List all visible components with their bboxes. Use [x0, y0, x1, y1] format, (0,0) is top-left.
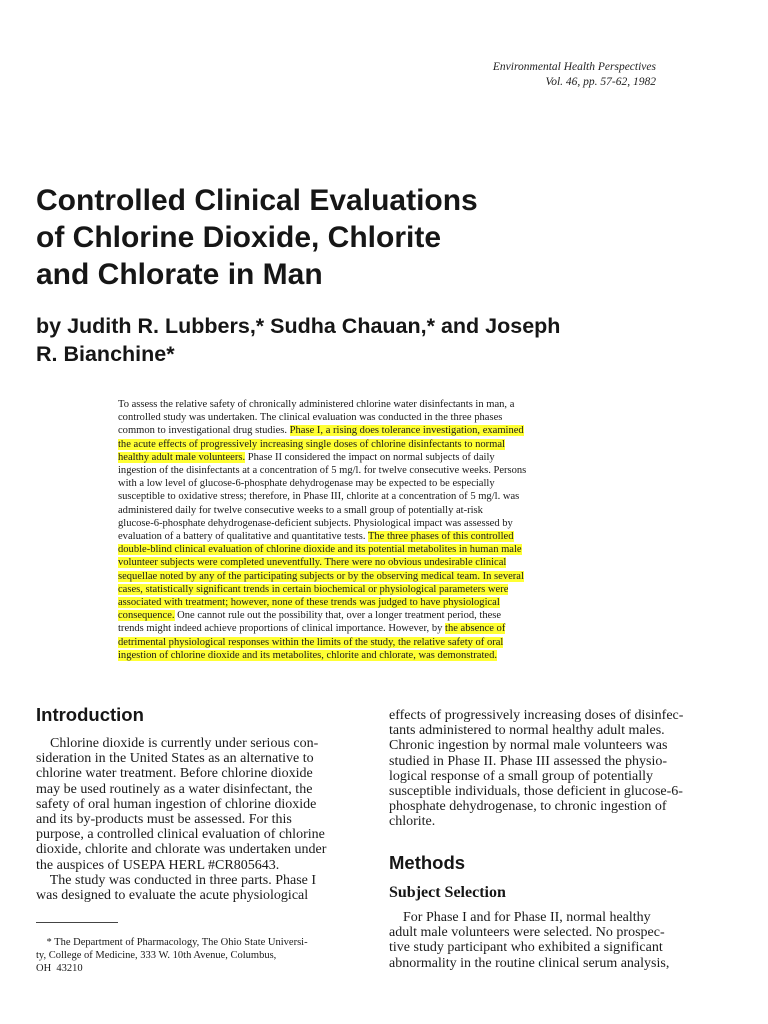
abstract-text: Phase II considered the impact on normal subjects of daily: [245, 451, 495, 463]
abstract-line: [118, 398, 635, 411]
highlighted-text: the absence of: [445, 623, 506, 635]
body-line: tive study participant who exhibited a significant: [389, 940, 663, 956]
abstract-line: [118, 530, 635, 543]
methods-heading: Methods: [389, 852, 466, 873]
abstract-line: [118, 543, 635, 556]
abstract-line: [118, 464, 635, 477]
body-line: chlorite.: [389, 814, 436, 830]
highlighted-text: ingestion of chlorine dioxide and its metabolites, chlorite and chlorate, was demonstrated.: [118, 649, 497, 661]
abstract-text: To assess the relative safety of chronically administered chlorine water disinfectants in man, a: [118, 399, 515, 410]
title-line: of Chlorine Dioxide, Chlorite: [36, 221, 442, 254]
abstract-line: [118, 622, 635, 635]
author-line: by Judith R. Lubbers,* Sudha Chauan,* and Joseph: [36, 314, 561, 338]
abstract-line: [118, 451, 635, 464]
body-line: effects of progressively increasing doses of disinfec-: [389, 708, 684, 723]
highlighted-text: double-blind clinical evaluation of chlorine dioxide and its potential metabolites in human male: [118, 544, 522, 556]
introduction-body: [36, 736, 366, 903]
body-line: For Phase I and for Phase II, normal healthy: [389, 910, 651, 925]
abstract-text: with a low level of glucose-6-phosphate dehydrogenase may be expected to be especially: [118, 478, 495, 490]
highlighted-text: associated with treatment; however, none of these trends was judged to have physiological: [118, 597, 500, 609]
body-line: Chronic ingestion by normal male volunteers was: [389, 738, 668, 754]
highlighted-text: detrimental physiological responses within the limits of the study, the relative safety of oral: [118, 636, 504, 648]
abstract-text: susceptible to oxidative stress; therefore, in Phase III, chlorite at a concentration of 5 mg/l. was: [118, 491, 520, 503]
footnote-line: OH 43210: [36, 963, 83, 974]
body-line: may be used routinely as a water disinfectant, the: [36, 781, 313, 797]
introduction-heading: Introduction: [36, 704, 144, 725]
title-line: Controlled Clinical Evaluations: [36, 184, 478, 217]
abstract-line: [118, 490, 635, 503]
journal-name: Environmental Health Perspectives: [492, 61, 656, 73]
highlighted-text: Phase I, a rising does tolerance investigation, examined: [289, 425, 524, 437]
journal-volume: Vol. 46, pp. 57-62, 1982: [545, 76, 656, 88]
highlighted-text: sequellae noted by any of the participating subjects or by the observing medical team. In several: [118, 570, 524, 582]
highlighted-text: healthy adult male volunteers.: [118, 451, 246, 463]
abstract-text: glucose-6-phosphate dehydrogenase-deficient subjects. Physiological impact was assessed by: [118, 517, 513, 529]
highlighted-text: cases, statistically significant trends in certain biochemical or physiological parameters were: [118, 583, 509, 595]
abstract-text: controlled study was undertaken. The clinical evaluation was conducted in the three phases: [118, 412, 503, 424]
body-line: chlorine water treatment. Before chlorine dioxide: [36, 766, 313, 782]
body-line: adult male volunteers were selected. No prospec-: [389, 925, 665, 941]
abstract-line: [118, 411, 635, 424]
abstract-line: [118, 596, 635, 609]
highlighted-text: the acute effects of progressively increasing single doses of chlorine disinfectants to normal: [118, 438, 505, 450]
footnote: [36, 936, 366, 975]
author-list: [36, 312, 716, 368]
abstract-line: [118, 517, 635, 530]
journal-citation: [416, 60, 656, 90]
abstract-line: [118, 556, 635, 569]
body-line: Chlorine dioxide is currently under serious con-: [36, 736, 319, 751]
paper-title: [36, 182, 596, 293]
body-line: safety of oral human ingestion of chlorine dioxide: [36, 796, 317, 812]
abstract-line: [118, 570, 635, 583]
body-line: The study was conducted in three parts. Phase I: [36, 872, 317, 888]
body-line: susceptible individuals, those deficient in glucose-6-: [389, 784, 683, 800]
body-line: sideration in the United States as an alternative to: [36, 751, 314, 767]
author-line: R. Bianchine*: [36, 342, 175, 366]
abstract-line: [118, 649, 635, 662]
abstract-text: administered daily for twelve consecutive weeks to a small group of potentially at-risk: [118, 504, 483, 516]
body-line: studied in Phase II. Phase III assessed the physio-: [389, 753, 668, 769]
abstract-text: One cannot rule out the possibility that, over a longer treatment period, these: [174, 610, 502, 622]
body-line: was designed to evaluate the acute physiological: [36, 888, 309, 904]
footnote-line: * The Department of Pharmacology, The Ohio State Universi-: [36, 937, 308, 948]
abstract: [118, 398, 635, 662]
abstract-line: [118, 609, 635, 622]
body-line: phosphate dehydrogenase, to chronic ingestion of: [389, 799, 667, 815]
abstract-text: ingestion of the disinfectants at a concentration of 5 mg/l. for twelve consecutive weeks. Persons: [118, 465, 527, 477]
abstract-text: evaluation of a battery of qualitative and quantitative tests.: [118, 531, 368, 543]
body-line: abnormality in the routine clinical serum analysis,: [389, 955, 670, 971]
abstract-line: [118, 636, 635, 649]
body-line: logical response of a small group of potentially: [389, 768, 653, 784]
body-line: tants administered to normal healthy adult males.: [389, 723, 665, 739]
right-column-body: [389, 708, 719, 830]
body-line: the auspices of USEPA HERL #CR805643.: [36, 857, 280, 873]
subject-selection-heading: Subject Selection: [389, 884, 506, 901]
body-line: dioxide, chlorite and chlorate was undertaken under: [36, 842, 327, 858]
abstract-text: common to investigational drug studies.: [118, 425, 290, 437]
highlighted-text: consequence.: [118, 610, 175, 622]
abstract-line: [118, 438, 635, 451]
highlighted-text: volunteer subjects were completed uneventfully. There were no obvious undesirable clinical: [118, 557, 507, 569]
footnote-line: ty, College of Medicine, 333 W. 10th Avenue, Columbus,: [36, 950, 277, 961]
abstract-text: trends might indeed achieve proportions of clinical importance. However, by: [118, 623, 446, 635]
abstract-line: [118, 477, 635, 490]
body-line: purpose, a controlled clinical evaluation of chlorine: [36, 827, 325, 843]
title-line: and Chlorate in Man: [36, 258, 323, 291]
highlighted-text: The three phases of this controlled: [367, 531, 514, 543]
abstract-line: [118, 424, 635, 437]
footnote-divider: [36, 922, 118, 923]
abstract-line: [118, 583, 635, 596]
methods-body: [389, 910, 719, 971]
abstract-line: [118, 504, 635, 517]
body-line: and its by-products must be assessed. For this: [36, 812, 292, 828]
